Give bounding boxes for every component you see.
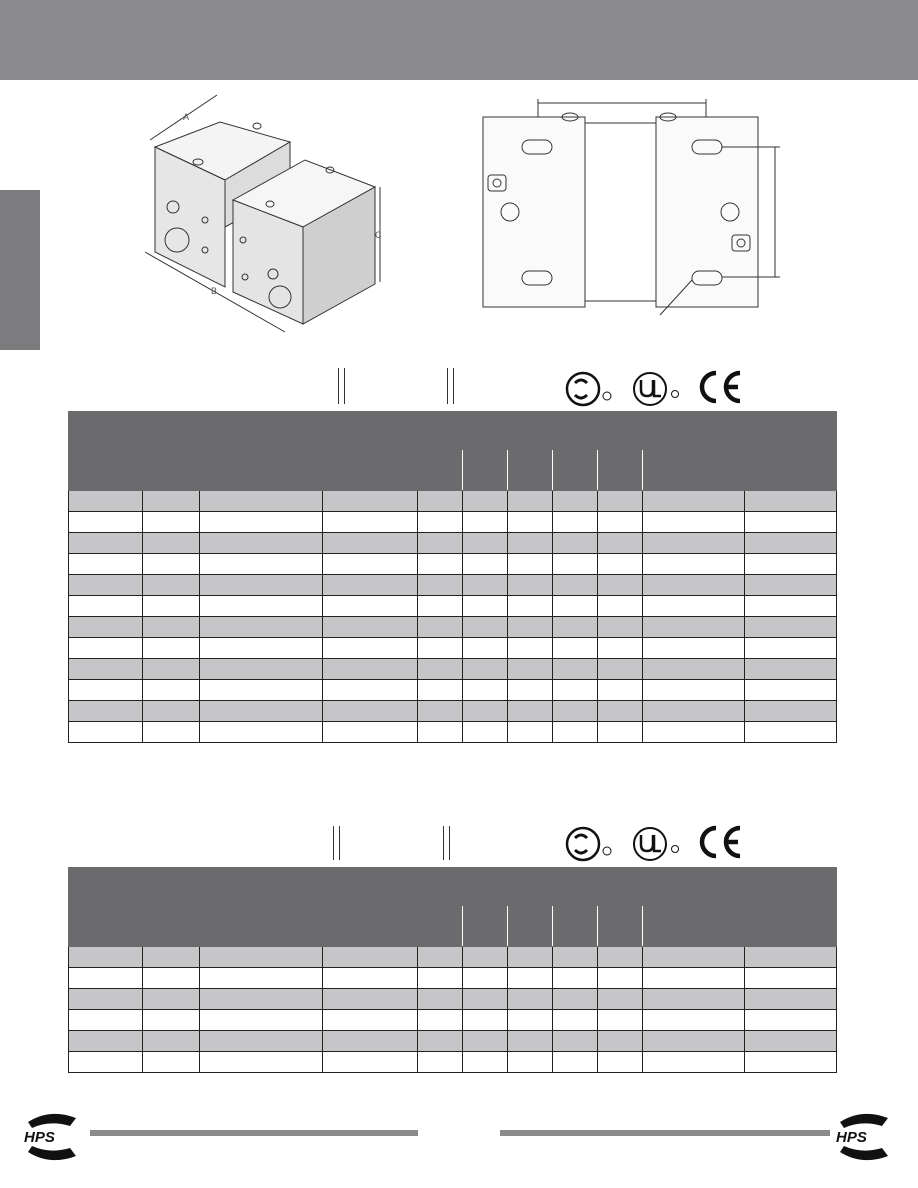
footer-bar-left bbox=[90, 1130, 418, 1136]
table-header-row bbox=[69, 868, 837, 906]
table-row bbox=[69, 533, 837, 554]
table-row bbox=[69, 638, 837, 659]
table-row bbox=[69, 989, 837, 1010]
hps-logo-text-left: HPS bbox=[24, 1129, 55, 1146]
table-row bbox=[69, 659, 837, 680]
hps-logo-left bbox=[20, 1108, 86, 1166]
dim-label-c: C bbox=[375, 230, 382, 240]
title-separator-1a bbox=[338, 368, 345, 404]
table-row bbox=[69, 617, 837, 638]
side-tab bbox=[0, 190, 40, 350]
ce-certification-icon-2 bbox=[696, 823, 746, 861]
table-row bbox=[69, 575, 837, 596]
table-row bbox=[69, 554, 837, 575]
table-row bbox=[69, 680, 837, 701]
table-row bbox=[69, 512, 837, 533]
title-separator-2b bbox=[443, 826, 450, 860]
table-row bbox=[69, 1052, 837, 1073]
spec-table-1 bbox=[68, 411, 837, 743]
table-row bbox=[69, 722, 837, 743]
ul-certification-icon bbox=[632, 370, 684, 408]
table-row bbox=[69, 1031, 837, 1052]
dim-label-b: B bbox=[211, 286, 218, 296]
table-row bbox=[69, 596, 837, 617]
title-separator-1b bbox=[447, 368, 454, 404]
table-header-row bbox=[69, 412, 837, 450]
csa-certification-icon bbox=[565, 370, 617, 408]
table-row bbox=[69, 491, 837, 512]
table-row bbox=[69, 947, 837, 968]
transformer-front-view-drawing bbox=[480, 95, 780, 320]
table-row bbox=[69, 701, 837, 722]
header-band bbox=[0, 0, 918, 80]
ce-certification-icon bbox=[696, 368, 746, 406]
table-row bbox=[69, 968, 837, 989]
hps-logo-text-right: HPS bbox=[836, 1129, 867, 1146]
transformer-isometric-drawing bbox=[135, 92, 385, 337]
ul-certification-icon-2 bbox=[632, 825, 684, 863]
table-row bbox=[69, 1010, 837, 1031]
csa-certification-icon-2 bbox=[565, 825, 617, 863]
hps-logo-right bbox=[832, 1108, 898, 1166]
footer-bar-right bbox=[500, 1130, 830, 1136]
spec-table-2 bbox=[68, 867, 837, 1073]
title-separator-2a bbox=[333, 826, 340, 860]
dim-label-a: A bbox=[183, 112, 190, 122]
